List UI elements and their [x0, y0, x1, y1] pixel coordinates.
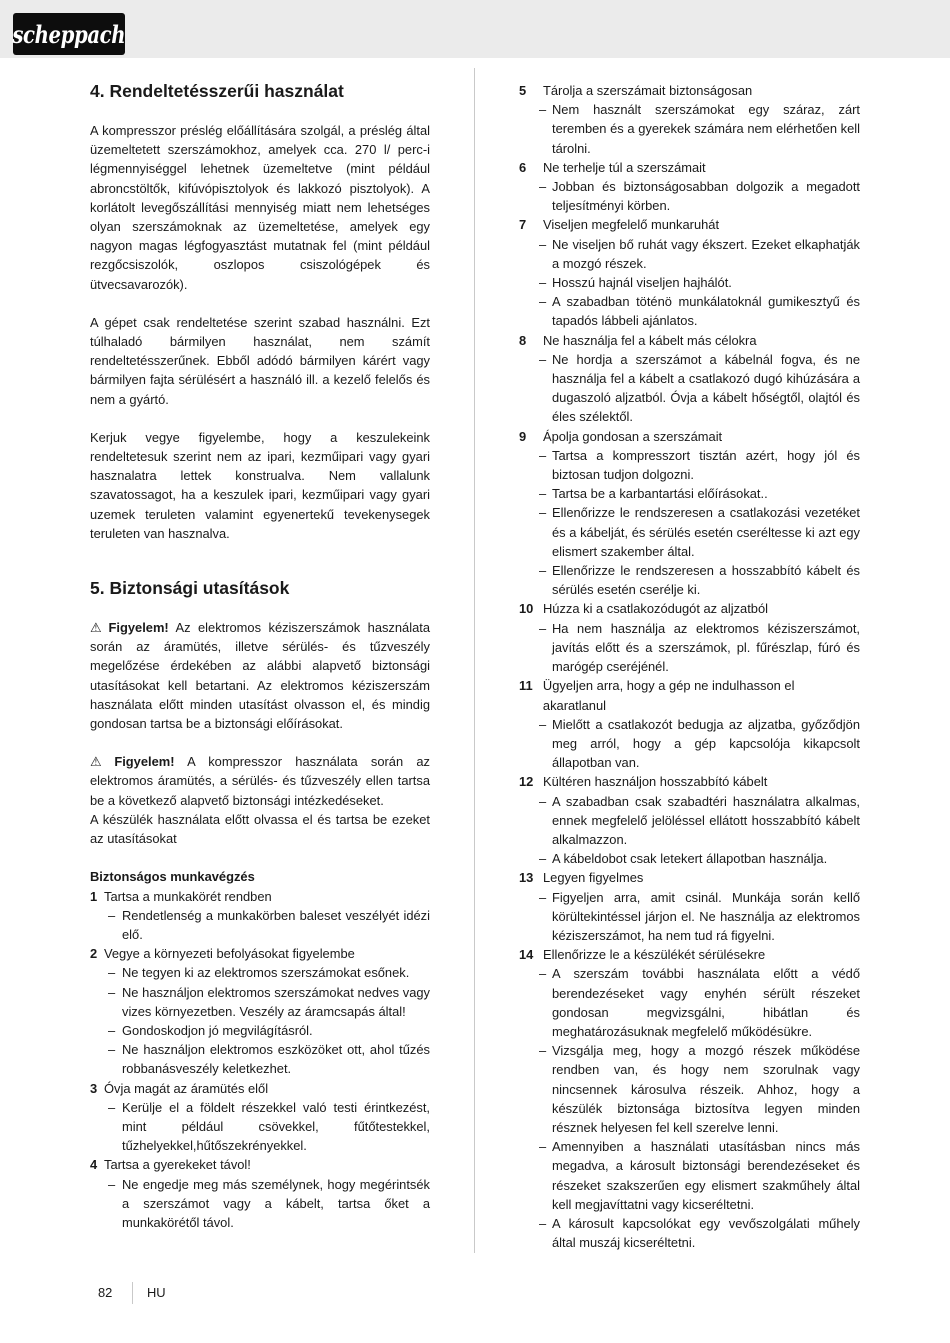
dash-bullet: –: [539, 486, 547, 502]
sub-item: [519, 715, 860, 773]
item-number: 10: [519, 601, 534, 617]
sub-item: [90, 1021, 430, 1040]
numbered-item: [519, 599, 860, 618]
sub-item-text: Ne használjon elektromos eszközöket ott, ahol tűzés robbanásveszély keletkezhet.: [122, 1042, 430, 1077]
sub-item-text: A szabadban töténö munkálatoknál gumikesztyű és tapadós lábbeli ajánlatos.: [552, 294, 860, 329]
column-divider: [474, 68, 475, 1253]
item-title: Ápolja gondosan a szerszámait: [543, 428, 723, 444]
item-number: 14: [519, 947, 534, 963]
sub-item-text: Ha nem használja az elektromos kéziszerszámot, javítás előtt és a szerszámok, pl. fűrészlap, fúró és marógép cseréjénél.: [552, 620, 860, 675]
sub-item: [90, 1098, 430, 1156]
dash-bullet: –: [108, 984, 116, 1000]
dash-bullet: –: [539, 851, 547, 867]
item-title: Kültéren használjon hosszabbító kábelt: [543, 774, 768, 790]
sub-item-text: Ne használjon elektromos szerszámokat nedves vagy vizes környezetben. Veszély az áramcsapás által!: [122, 984, 430, 1019]
item-number: 1: [90, 888, 98, 904]
sub-item: [90, 906, 430, 944]
dash-bullet: –: [539, 563, 547, 579]
dash-bullet: –: [108, 965, 116, 981]
numbered-item: [519, 676, 860, 714]
language-code: HU: [147, 1285, 166, 1300]
sub-item: [519, 792, 860, 850]
dash-bullet: –: [539, 102, 547, 118]
warning-text-1: Az elektromos kéziszerszámok használata során az áramütés, illetve sérülés- és tűzveszély megelőzése érdekében az alábbi alapvető biztonsági utasításokat kell betartani. Az elektromos kéziszerszám használata előtt minden utasítást olvasson el, és mindig gondosan tartsa be a biztonsági előírásokat.: [90, 620, 430, 732]
sub-item: [519, 484, 860, 503]
right-column: [519, 81, 860, 1252]
sub-item: [519, 177, 860, 215]
sub-item-text: Kerülje el a földelt részekkel való testi érintkezést, mint például csövekkel, fűtőtestekkel, tűzhelyekkel,hűtőszekrényekkel.: [122, 1099, 430, 1154]
sub-item-text: Rendetlenség a munkakörben baleset veszélyét idézi elő.: [122, 907, 430, 942]
sub-item: [519, 1214, 860, 1252]
numbered-item: [90, 944, 430, 963]
item-title: Viseljen megfelelő munkaruhát: [543, 217, 720, 233]
item-number: 13: [519, 870, 534, 886]
item-number: 8: [519, 332, 527, 348]
sub-item-text: A károsult kapcsolókat egy vevőszolgálati műhely által muszáj kicseréltetni.: [552, 1215, 860, 1251]
dash-bullet: –: [539, 889, 547, 905]
numbered-item: [90, 887, 430, 906]
item-number: 9: [519, 428, 527, 444]
sub-item: [90, 1040, 430, 1078]
item-number: 4: [90, 1157, 98, 1173]
section-5-title: 5. Biztonsági utasítások: [90, 578, 290, 599]
numbered-item: [519, 158, 860, 177]
warning-icon: ⚠: [90, 620, 106, 636]
sub-item-text: Nem használt szerszámokat egy száraz, zárt teremben és a gyerekek számára nem elérhetően kell tárolni.: [552, 102, 860, 156]
item-title: Ügyeljen arra, hogy a gép ne indulhasson el akaratlanul: [542, 678, 795, 713]
numbered-item: [519, 868, 860, 887]
item-title: Legyen figyelmes: [543, 870, 644, 886]
dash-bullet: –: [539, 275, 547, 291]
sub-item-text: Ne viseljen bő ruhát vagy ékszert. Ezeket elkaphatják a mozgó részek.: [552, 236, 860, 271]
sub-item: [519, 292, 860, 330]
sub-item-text: Gondoskodjon jó megvilágításról.: [122, 1022, 313, 1038]
item-number: 2: [90, 946, 98, 962]
page-footer: [90, 1282, 166, 1304]
item-title: Ellenőrizze le a készülékét sérülésekre: [543, 947, 766, 963]
item-title: Tartsa a gyerekeket távol!: [104, 1157, 251, 1173]
dash-bullet: –: [539, 1139, 547, 1155]
numbered-item: [519, 215, 860, 234]
dash-bullet: –: [108, 907, 116, 923]
right-safety-list: [519, 81, 860, 1252]
sub-item: [90, 1175, 430, 1233]
left-column: [90, 74, 430, 1232]
dash-bullet: –: [539, 1043, 547, 1059]
sub-item: [519, 100, 860, 158]
sub-item-text: Tartsa be a karbantartási előírásokat..: [552, 486, 768, 502]
item-title: Tartsa a munkakörét rendben: [104, 888, 272, 904]
numbered-item: [519, 331, 860, 350]
sub-item-text: Amennyiben a használati utasításban nincs más megadva, a károsult biztonsági berendezéseket és részeket szakszerűen egy elismert szakműhely által kell megjavíttatni vagy kicseréltetni.: [552, 1139, 860, 1212]
item-title: Ne használja fel a kábelt más célokra: [543, 332, 757, 348]
scheppach-logo: [13, 13, 125, 55]
dash-bullet: –: [539, 447, 547, 463]
sub-item: [519, 1041, 860, 1137]
warning-icon: ⚠: [90, 754, 112, 770]
sub-item-text: Ne hordja a szerszámot a kábelnál fogva, és ne használja fel a kábelt a csatlakozó dugó kihúzására a dugaszoló aljzatból. Óvja a kábelt hőségtől, olajtól és éles szélektől.: [552, 351, 860, 425]
section-4-paragraph-1: A kompresszor préslég előállítására szolgál, a préslég által üzemeltetett szerszámokhoz, amelyek cca. 270 l/ perc-i légmennyiséggel lehetnek üzemeltetve (mint például abroncstöltők, kifúvópisztolyok és lakkozó pisztolyok). A korlátolt levegőszállítási mennyiség miatt nem lehetséges olyan szerszámoknak az üzemeltetése, amelyek egy nagyon magas légfogyasztást mutatnak fel (mint például rezgőcsiszolók, oszlopos csiszológépek és ütvecsavarozók).: [90, 123, 430, 292]
warning-label: Figyelem!: [108, 620, 169, 636]
dash-bullet: –: [539, 716, 547, 732]
item-number: 6: [519, 159, 527, 175]
sub-item: [519, 619, 860, 677]
dash-bullet: –: [108, 1176, 116, 1192]
sub-item-text: Ellenőrizze le rendszeresen a hosszabbító kábelt és sérülés esetén cserélje ki.: [552, 563, 860, 598]
section-4-title: 4. Rendeltetésszerűi használat: [90, 81, 344, 101]
dash-bullet: –: [108, 1099, 116, 1115]
sub-item: [90, 983, 430, 1021]
sub-item-text: Ne tegyen ki az elektromos szerszámokat esőnek.: [122, 965, 410, 981]
item-number: 5: [519, 83, 527, 98]
dash-bullet: –: [539, 793, 547, 809]
warning-label: Figyelem!: [114, 754, 175, 770]
numbered-item: [90, 1079, 430, 1098]
sub-item: [519, 849, 860, 868]
header-band: [0, 0, 950, 58]
sub-item: [519, 273, 860, 292]
numbered-item: [519, 945, 860, 964]
sub-item: [519, 1137, 860, 1214]
sub-item: [519, 964, 860, 1041]
dash-bullet: –: [108, 1022, 116, 1038]
sub-item-text: A szerszám további használata előtt a védő berendezéseket vagy enyhén sérült részeket gondosan megvizsgálni, hibátlan és meghatározásuknak megfelelő működésükre.: [552, 966, 860, 1039]
dash-bullet: –: [539, 179, 547, 195]
dash-bullet: –: [539, 294, 547, 310]
sub-item-text: Figyeljen arra, amit csinál. Munkája során kellő körültekintéssel járjon el. Ne használja az elektromos kéziszerszámot, ha nem tud rá figyelni.: [552, 889, 860, 943]
item-title: Vegye a környezeti befolyásokat figyelembe: [104, 946, 355, 962]
item-title: Tárolja a szerszámait biztonságosan: [543, 83, 753, 98]
sub-item-text: Hosszú hajnál viseljen hajhálót.: [552, 275, 732, 291]
warning-paragraph-2: [90, 752, 430, 810]
dash-bullet: –: [539, 351, 547, 367]
item-number: 12: [519, 774, 534, 790]
numbered-item: [519, 81, 860, 100]
item-title: Húzza ki a csatlakozódugót az aljzatból: [543, 601, 768, 617]
item-title: Ne terhelje túl a szerszámait: [543, 159, 706, 175]
sub-item-text: Tartsa a kompresszort tisztán azért, hogy jól és biztosan tudjon dolgozni.: [552, 447, 860, 483]
sub-item-text: A szabadban csak szabadtéri használatra alkalmas, ennek megfelelő jelöléssel ellátott hosszabbító kábelt alkalmazzon.: [552, 793, 860, 847]
dash-bullet: –: [539, 236, 547, 252]
numbered-item: [90, 1155, 430, 1174]
dash-bullet: –: [539, 1215, 547, 1231]
left-safety-list: [90, 887, 430, 1233]
dash-bullet: –: [539, 620, 547, 636]
sub-item-text: Ellenőrizze le rendszeresen a csatlakozási vezetéket és a kábelját, és sérülés esetén cseréltesse ki azt egy elismert szakember által.: [552, 505, 860, 559]
dash-bullet: –: [108, 1042, 116, 1058]
section-4-paragraph-3: Kerjuk vegye figyelembe, hogy a keszulekeink rendeltetesuk szerint nem az ipari, kezműipari vagy gyari hasznalatra lettek konstrualva. Nem vallalunk szavatossagot, ha a keszulek ipari, kezműipari vagy gyari uzemek teruleten valamint egyenertekű tevekenysegek teruleten van hasznalva.: [90, 429, 430, 541]
warning-paragraph-1: [90, 618, 430, 733]
warning-paragraph-2b: A készülék használata előtt olvassa el és tartsa be ezeket az utasításokat: [90, 811, 430, 847]
sub-item: [519, 503, 860, 561]
numbered-item: [519, 772, 860, 791]
warning-text-2: A kompresszor használata során az elektromos áramütés, a sérülés- és tűzveszély ellen tartsa be a következő alapvető biztonsági intézkedéseket.: [90, 754, 431, 808]
item-number: 7: [519, 217, 527, 233]
safe-work-subheading: Biztonságos munkavégzés: [90, 869, 255, 885]
dash-bullet: –: [539, 966, 547, 982]
sub-item: [519, 561, 860, 599]
sub-item: [519, 350, 860, 427]
item-title: Óvja magát az áramütés elől: [104, 1080, 269, 1096]
page-number: 82: [90, 1282, 133, 1304]
sub-item-text: A kábeldobot csak letekert állapotban használja.: [552, 851, 828, 867]
sub-item-text: Vizsgálja meg, hogy a mozgó részek működése rendben van, és hogy nem szorulnak vagy nincsennek károsulva részeik. Ahhoz, hogy a készülék biztonsága biztosítva legyen minden résznek helyesen fel kell szerelve lenni.: [552, 1043, 860, 1135]
sub-item: [519, 235, 860, 273]
item-number: 11: [519, 678, 533, 694]
sub-item: [519, 888, 860, 946]
sub-item: [519, 446, 860, 484]
section-4-paragraph-2: A gépet csak rendeltetése szerint szabad használni. Ezt túlhaladó bármilyen használat, nem számít rendeltetésszerűnek. Ebből adódó bármilyen kárért vagy bármilyen fajta sérülésért a használó ill. a kezelő felelős és nem a gyártó.: [90, 314, 430, 407]
dash-bullet: –: [539, 505, 547, 521]
logo-text: scheppach: [12, 19, 126, 49]
item-number: 3: [90, 1080, 98, 1096]
sub-item-text: Jobban és biztonságosabban dolgozik a megadott teljesítményi körben.: [552, 179, 860, 214]
sub-item: [90, 963, 430, 982]
sub-item-text: Mielőtt a csatlakozót bedugja az aljzatba, győződjön meg arról, hogy a gép kapcsolója kikapcsolt állapotban van.: [552, 716, 860, 771]
sub-item-text: Ne engedje meg más személynek, hogy megérintsék a szerszámot vagy a kábelt, tartsa őket a munkakörétől távol.: [122, 1176, 430, 1230]
numbered-item: [519, 427, 860, 446]
